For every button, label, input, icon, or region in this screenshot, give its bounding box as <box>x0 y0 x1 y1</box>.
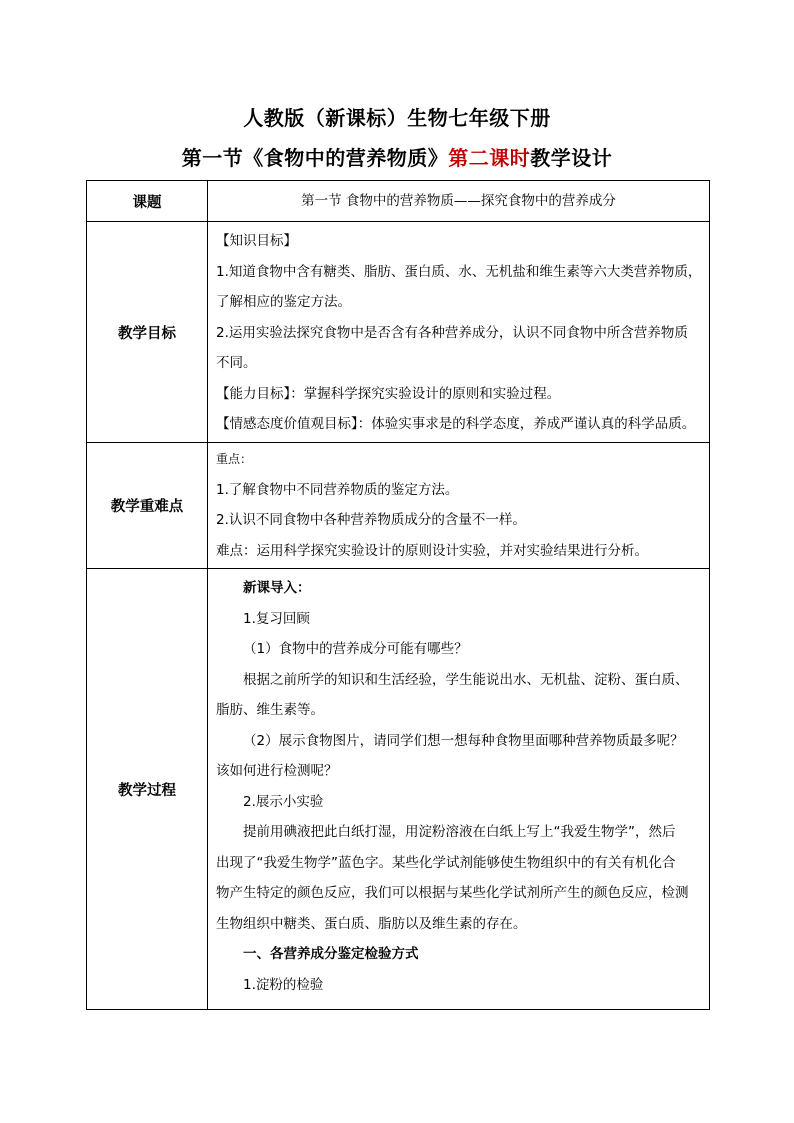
key-points-label: 教学重难点 <box>87 443 208 569</box>
difficulty-item: 难点：运用科学探究实验设计的原则设计实验，并对实验结果进行分析。 <box>216 542 648 559</box>
knowledge-goal-1-line-1: 1.知道食物中含有糖类、脂肪、蛋白质、水、无机盐和维生素等六大类营养物质， <box>216 263 702 280</box>
focus-item-2: 2.认识不同食物中各种营养物质成分的含量不一样。 <box>216 512 526 528</box>
question-2-line-2: 该如何进行检测呢？ <box>216 763 338 779</box>
knowledge-goal-heading: 【知识目标】 <box>216 233 297 249</box>
lesson-plan-table <box>86 180 710 1010</box>
answer-1-line-1: 根据之前所学的知识和生活经验，学生能说出水、无机盐、淀粉、蛋白质、 <box>243 671 689 688</box>
question-1: （1）食物中的营养成分可能有哪些？ <box>243 641 468 657</box>
experiment-line-2: 出现了“我爱生物学”蓝色字。某些化学试剂能够使生物组织中的有关有机化合 <box>216 854 676 871</box>
title-line-1: 人教版（新课标）生物七年级下册 <box>243 106 551 130</box>
table-row-goals <box>87 222 710 443</box>
process-label: 教学过程 <box>87 569 208 1010</box>
emotion-goal: 【情感态度价值观目标】：体验实事求是的科学态度，养成严谨认真的科学品质。 <box>216 416 696 432</box>
title-line-2-lesson: 第二课时 <box>448 146 531 170</box>
focus-heading: 重点： <box>216 452 253 466</box>
process-content <box>208 569 710 1010</box>
knowledge-goal-2-line-1: 2.运用实验法探究食物中是否含有各种营养成分，认识不同食物中所含营养物质 <box>216 324 688 341</box>
topic-label: 课题 <box>87 181 208 222</box>
experiment-line-1: 提前用碘液把此白纸打湿，用淀粉溶液在白纸上写上“我爱生物学”，然后 <box>243 824 676 840</box>
table-row-process <box>87 569 710 1010</box>
topic-value: 第一节 食物中的营养物质——探究食物中的营养成分 <box>208 181 710 222</box>
table-row-key-points <box>87 443 710 569</box>
document-subtitle <box>0 146 794 170</box>
ability-goal: 【能力目标】：掌握科学探究实验设计的原则和实验过程。 <box>216 385 561 402</box>
intro-heading: 新课导入： <box>243 580 311 596</box>
experiment-line-4: 生物组织中糖类、蛋白质、脂肪以及维生素的存在。 <box>216 915 527 932</box>
goals-label: 教学目标 <box>87 222 208 443</box>
document-title <box>0 106 794 130</box>
table-row-topic <box>87 181 710 222</box>
focus-item-1: 1.了解食物中不同营养物质的鉴定方法。 <box>216 481 459 498</box>
title-line-2-part-3: 教学设计 <box>530 146 613 170</box>
experiment-line-3: 物产生特定的颜色反应，我们可以根据与某些化学试剂所产生的颜色反应，检测 <box>216 885 689 901</box>
title-line-2-part-1: 第一节《食物中的营养物质》 <box>181 146 449 170</box>
answer-1-line-2: 脂肪、维生素等。 <box>216 702 324 718</box>
key-points-content <box>208 443 710 569</box>
goals-content <box>208 222 710 443</box>
experiment-heading: 2.展示小实验 <box>243 793 324 810</box>
knowledge-goal-1-line-2: 了解相应的鉴定方法。 <box>216 294 351 310</box>
question-2-line-1: （2）展示食物图片，请同学们想一想每种食物里面哪种营养物质最多呢？ <box>243 732 684 749</box>
starch-heading: 1.淀粉的检验 <box>243 976 324 993</box>
review-heading: 1.复习回顾 <box>243 610 310 627</box>
knowledge-goal-2-line-2: 不同。 <box>216 355 257 371</box>
section-1-heading: 一、各营养成分鉴定检验方式 <box>243 946 419 962</box>
